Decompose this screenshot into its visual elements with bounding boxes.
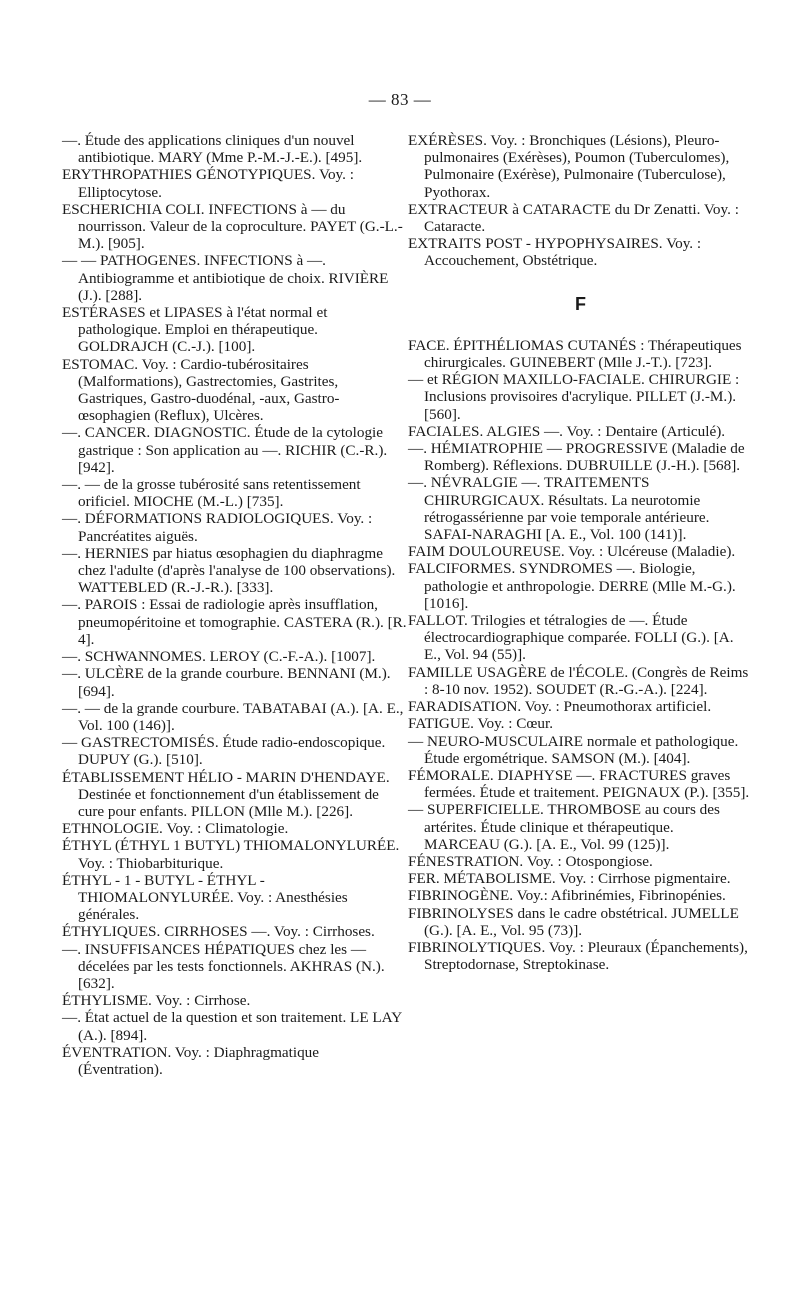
index-entry: —. Étude des applications cliniques d'un nouvel antibiotique. MARY (Mme P.-M.-J.-E.). [495]. [62, 132, 363, 167]
index-entry: —. État actuel de la question et son traitement. LE LAY (A.). [894]. [62, 1009, 402, 1044]
right-column-top [408, 132, 753, 270]
index-entry: —. DÉFORMATIONS RADIOLOGIQUES. Voy. : Pancréatites aiguës. [62, 510, 373, 545]
index-entry: —. HÉMIATROPHIE — PROGRESSIVE (Maladie de Romberg). Réflexions. DUBRUILLE (J.-H.). [568]. [408, 440, 745, 475]
index-entry: FÉMORALE. DIAPHYSE —. FRACTURES graves fermées. Étude et traitement. PEIGNAUX (P.). [355]. [408, 766, 750, 802]
index-entry: —. SCHWANNOMES. LEROY (C.-F.-A.). [1007]. [62, 648, 376, 666]
page-number: — 83 — [368, 90, 432, 109]
index-entry: —. PAROIS : Essai de radiologie après insufflation, pneumopéritoine et tomographie. CASTERA (R.). [R. 4]. [62, 596, 407, 648]
index-entry: FALLOT. Trilogies et tétralogies de —. Étude électrocardiographique comparée. FOLLI (G.). [A. E., Vol. 94 (55)]. [408, 612, 734, 664]
left-column [62, 132, 407, 1078]
index-entry: — SUPERFICIELLE. THROMBOSE au cours des artérites. Étude clinique et thérapeutique. MARCEAU (G.). [A. E., Vol. 99 (125)]. [408, 801, 720, 853]
index-entry: FÉNESTRATION. Voy. : Otospongiose. [408, 852, 653, 870]
index-entry: FALCIFORMES. SYNDROMES —. Biologie, pathologie et anthropologie. DERRE (Mlle M.-G.). [1016]. [408, 560, 736, 612]
index-entry: —. — de la grande courbure. TABATABAI (A.). [A. E., Vol. 100 (146)]. [62, 699, 404, 734]
index-entry: ESTOMAC. Voy. : Cardio-tubérositaires (Malformations), Gastrectomies, Gastrites, Gastriques, Gastro-duodénal, -aux, Gastro-œsophagien (Reflux), Ulcères. [62, 355, 340, 425]
index-entry: —. HERNIES par hiatus œsophagien du diaphragme chez l'adulte (d'après l'analyse de 100 observations). WATTEBLED (R.-J.-R.). [333]. [62, 544, 396, 597]
index-entry: ÉTHYL - 1 - BUTYL - ÉTHYL - THIOMALONYLURÉE. Voy. : Anesthésies générales. [62, 871, 348, 924]
index-entry: FARADISATION. Voy. : Pneumothorax artificiel. [408, 698, 712, 716]
index-entry: FIBRINOLYSES dans le cadre obstétrical. JUMELLE (G.). [A. E., Vol. 95 (73)]. [408, 904, 739, 939]
index-entry: FACE. ÉPITHÉLIOMAS CUTANÉS : Thérapeutiques chirurgicales. GUINEBERT (Mlle J.-T.). [723]. [408, 336, 742, 372]
index-entry: EXÉRÈSES. Voy. : Bronchiques (Lésions), Pleuro-pulmonaires (Exérèses), Poumon (Tuberculomes), Pulmonaire (Exérèse), Pulmonaire (Tuberculose), Pyothorax. [408, 132, 730, 201]
index-entry: ESCHERICHIA COLI. INFECTIONS à — du nourrisson. Valeur de la coproculture. PAYET (G.-L.-M.). [905]. [62, 200, 403, 253]
index-entry: FAIM DOULOUREUSE. Voy. : Ulcéreuse (Maladie). [408, 543, 736, 561]
index-entry: FAMILLE USAGÈRE de l'ÉCOLE. (Congrès de Reims : 8-10 nov. 1952). SOUDET (R.-G.-A.). [224]. [408, 663, 749, 698]
right-column-bottom [408, 337, 753, 974]
index-entry: — — PATHOGENES. INFECTIONS à —. Antibiogramme et antibiotique de choix. RIVIÈRE (J.). [288]. [62, 252, 389, 304]
index-entry: ETHNOLOGIE. Voy. : Climatologie. [62, 820, 289, 838]
index-entry: — et RÉGION MAXILLO-FACIALE. CHIRURGIE : Inclusions provisoires d'acrylique. PILLET (J.-M.). [560]. [408, 371, 740, 423]
index-entry: —. INSUFFISANCES HÉPATIQUES chez les — décelées par les tests fonctionnels. AKHRAS (N.). [632]. [62, 940, 385, 992]
index-entry: FATIGUE. Voy. : Cœur. [408, 715, 553, 733]
index-entry: —. NÉVRALGIE —. TRAITEMENTS CHIRURGICAUX. Résultats. La neurotomie rétrogassérienne par voie temporale antérieure. SAFAI-NARAGHI [A. E., Vol. 100 (141)]. [408, 474, 710, 544]
index-entry: FIBRINOLYTIQUES. Voy. : Pleuraux (Épanchements), Streptodornase, Streptokinase. [408, 938, 748, 974]
index-entry: ÉVENTRATION. Voy. : Diaphragmatique (Éventration). [62, 1043, 320, 1078]
index-entry: FER. MÉTABOLISME. Voy. : Cirrhose pigmentaire. [408, 870, 731, 888]
index-entry: ERYTHROPATHIES GÉNOTYPIQUES. Voy. : Elliptocytose. [62, 166, 354, 201]
index-entry: ÉTABLISSEMENT HÉLIO - MARIN D'HENDAYE. Destinée et fonctionnement d'un établissement de cure pour enfants. PILLON (Mlle M.). [226]. [62, 768, 390, 820]
index-entry: — GASTRECTOMISÉS. Étude radio-endoscopique. DUPUY (G.). [510]. [62, 734, 386, 769]
index-entry: —. CANCER. DIAGNOSTIC. Étude de la cytologie gastrique : Son application au —. RICHIR (C.-R.). [942]. [62, 424, 388, 476]
index-entry: — NEURO-MUSCULAIRE normale et pathologique. Étude ergométrique. SAMSON (M.). [404]. [408, 732, 739, 767]
index-entry: FIBRINOGÈNE. Voy.: Afibrinémies, Fibrinopénies. [408, 887, 726, 905]
index-entry: EXTRACTEUR à CATARACTE du Dr Zenatti. Voy. : Cataracte. [408, 200, 739, 236]
right-column [408, 132, 753, 973]
index-entry: —. — de la grosse tubérosité sans retentissement orificiel. MIOCHE (M.-L.) [735]. [62, 476, 361, 511]
index-entry: ÉTHYLIQUES. CIRRHOSES —. Voy. : Cirrhoses. [62, 923, 375, 941]
index-entry: —. ULCÈRE de la grande courbure. BENNANI (M.). [694]. [62, 665, 391, 700]
index-entry: ÉTHYL (ÉTHYL 1 BUTYL) THIOMALONYLURÉE. Voy. : Thiobarbiturique. [62, 837, 400, 872]
index-entry: EXTRAITS POST - HYPOPHYSAIRES. Voy. : Accouchement, Obstétrique. [408, 235, 702, 270]
index-entry: ÉTHYLISME. Voy. : Cirrhose. [62, 992, 251, 1010]
index-entry: ESTÉRASES et LIPASES à l'état normal et pathologique. Emploi en thérapeutique. GOLDRAJCH (C.-J.). [100]. [62, 304, 328, 356]
index-entry: FACIALES. ALGIES —. Voy. : Dentaire (Articulé). [408, 422, 726, 440]
section-letter: F [575, 293, 586, 314]
